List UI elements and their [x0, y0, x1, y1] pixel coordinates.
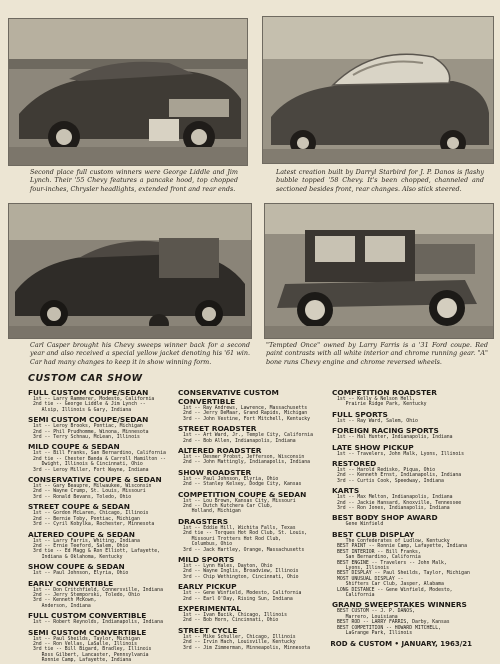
award-category-title: STREET CYCLE: [178, 625, 238, 635]
award-winner-line: BEST DISPLAY -- Paul Sheilds, Taylor, Michigan: [337, 571, 470, 577]
award-category-title: STREET ROADSTER: [178, 424, 257, 434]
award-winner-line: 2nd -- Bob Horn, Cincinnati, Ohio: [183, 618, 279, 624]
award-winner-line: 1st -- Lou Brown, Kansas City, Missouri: [183, 498, 296, 504]
award-category-title: COMPETITION ROADSTER: [332, 388, 437, 397]
award-category-title: STREET COUPE & SEDAN: [28, 502, 130, 512]
award-winner-line: 2nd -- John Mattingly, Indianapolis, Indiana: [183, 460, 311, 466]
award-category-title: BEST CLUB DISPLAY: [332, 529, 415, 539]
award-category-title: EXPERIMENTAL: [178, 603, 242, 613]
award-winner-line: BEST PAINT -- Ronnie Camp, Lafayette, Indiana: [337, 544, 467, 550]
award-winner-line: 1st -- Larry Farris, Whiting, Indiana: [33, 538, 140, 544]
award-category-title: KARTS: [332, 486, 360, 496]
award-winner-line: 1st -- Art Ward, Jr., Temple City, California: [183, 433, 313, 439]
award-winner-line: Anderson, Indiana: [33, 603, 91, 609]
award-winner-line: LaGrange Park, Illinois: [337, 630, 413, 636]
award-winner-line: BEST INTERIOR -- Bill Franks,: [337, 549, 421, 555]
award-category-title: ALTERED COUPE & SEDAN: [28, 529, 135, 539]
award-category-title: GRAND SWEEPSTAKES WINNERS: [332, 600, 467, 610]
award-winner-line: 1st -- Gordon McLaren, Chicago, Illinois: [33, 511, 149, 517]
award-category-title: SHOW COUPE & SEDAN: [28, 562, 125, 572]
award-winner-line: Lyons, Illinois: [337, 565, 389, 571]
award-winner-line: 3rd -- Curtis Cook, Speedway, Indiana: [337, 478, 444, 484]
caption-photo-1: Second place full custom winners were George Liddle and Jim Lynch. Their '55 Chevy features a pancake hood, top chopped four-inches, Chrysler headlights, extended front and rear ends.: [30, 168, 238, 193]
award-winner-line: 2nd -- Ernie Teeford, Salem, Ohio: [33, 543, 129, 549]
award-category-title: RESTORED: [332, 459, 377, 469]
award-winner-line: 2nd -- Jerry DeMaar, Grand Rapids, Michigan: [183, 411, 308, 417]
award-category-title: EARLY PICKUP: [178, 582, 237, 592]
award-category-title: FULL CUSTOM COUPE/SEDAN: [28, 388, 149, 397]
award-category-title: SEMI CUSTOM COUPE/SEDAN: [28, 415, 149, 425]
award-winner-line: Ross Gilbert, Lancaster, Pennsylvania: [33, 652, 149, 658]
award-winner-line: Gene Winfield: [337, 522, 384, 528]
award-winner-line: 3rd -- Ron Jones, Indianapolis, Indiana: [337, 506, 450, 512]
awards-column-1: [28, 386, 178, 664]
award-category-title: EARLY CONVERTIBLE: [28, 578, 114, 588]
award-winner-line: 3rd -- Jack Hartley, Orange, Massachusetts: [183, 547, 305, 553]
award-winner-line: 1st -- Ray Andrews, Lawrence, Massachusetts: [183, 406, 308, 411]
award-winner-line: Holland, Michigan: [183, 509, 241, 515]
award-winner-line: 2nd -- Bob Allen, Indianapolis, Indiana: [183, 438, 296, 444]
award-winner-line: 2nd -- Ron Vellas, LaSalle, Illinois: [33, 641, 137, 647]
award-category-title: MILD SPORTS: [178, 554, 235, 564]
award-winner-line: 1st -- Kelly & Nelson Hell,: [337, 397, 415, 402]
award-winner-line: BEST ENGINE -- Travelers -- John Malk,: [337, 560, 447, 566]
award-winner-line: 2nd -- Bernie Toby, Pontiac, Michigan: [33, 516, 140, 522]
award-category-title: CONSERVATIVE COUPE & SEDAN: [28, 475, 162, 485]
award-winner-line: 1st -- Lynn Hales, Dayton, Ohio: [183, 563, 273, 569]
award-winner-line: 1st -- Eddie Hill, Wichita Falls, Texas: [183, 525, 296, 531]
award-winner-line: BEST ROD -- LARRY FARRIS, Darby, Kansas: [337, 620, 450, 626]
award-category-title: COMPETITION COUPE & SEDAN: [178, 489, 307, 499]
section-title: CUSTOM CAR SHOW: [28, 373, 143, 384]
award-winner-line: 3rd -- Leroy Miller, Fort Wayne, Indiana: [33, 467, 149, 473]
award-winner-line: Shifters Car Club, Jasper, Alabama: [337, 582, 444, 588]
award-winner-line: 1st -- Paul Sheilds, Taylor, Michigan: [33, 636, 140, 642]
award-winner-line: 1st -- Bill Franks, San Bernardino, California: [33, 451, 166, 457]
award-winner-line: 3rd -- Ronald Bevans, Toledo, Ohio: [33, 494, 132, 500]
award-winner-line: 2nd -- Stanley Kelsey, Dodge City, Kansas: [183, 482, 302, 488]
award-winner-line: 2nd -- Jackie Hansard, Knoxville, Tennessee: [337, 500, 462, 506]
award-category-title: CONSERVATIVE CUSTOM CONVERTIBLE: [178, 388, 279, 406]
award-winner-line: LONG DISTANCE -- Gene Winfield, Modesto,: [337, 587, 453, 593]
photo-bubble-top-chevy: [262, 16, 494, 164]
award-winner-line: 1st -- Mike Schuller, Chicago, Illinois: [183, 634, 296, 640]
caption-photo-2: Latest creation built by Darryl Starbird for J. P. Danos is flashy bubble topped '58 Chevy. It's been chopped, channeled and sectioned besides front, rear changes. Also stick steered.: [276, 168, 484, 193]
award-winner-line: 3rd -- Jim Zimmerman, Minneapolis, Minnesota: [183, 645, 311, 651]
award-winner-line: 1st -- Ivan Bucik, Chicago, Illinois: [183, 612, 287, 618]
award-winner-line: California: [337, 592, 375, 598]
award-winner-line: 1st -- Max Melton, Indianapolis, Indiana: [337, 495, 453, 501]
caption-photo-4: "Tempted Once" owned by Larry Farris is a '31 Ford coupe. Red paint contrasts with all white interior and chrome running gear. "A" bone runs Chevy engine and chrome reversed wheels.: [266, 341, 488, 366]
award-winner-line: MOST UNUSUAL DISPLAY --: [337, 576, 404, 582]
award-winner-line: 2nd -- Kenneth Ernst, Indianapolis, Indiana: [337, 473, 462, 479]
page-footer: ROD & CUSTOM • JANUARY, 1963/21: [330, 640, 472, 648]
award-winner-line: Ronnie Camp, Lafayette, Indiana: [33, 658, 132, 664]
award-winner-line: Alsip, Illinois & Gary, Indiana: [33, 407, 132, 413]
award-category-title: MILD COUPE & SEDAN: [28, 442, 120, 452]
award-winner-line: Prairie Ridge Park, Kentucky: [337, 402, 427, 408]
award-category-title: FULL CUSTOM CONVERTIBLE: [28, 611, 147, 621]
award-category-title: FOREIGN RACING SPORTS: [332, 426, 439, 436]
award-winner-line: Dwight, Illinois & Cincinnati, Ohio: [33, 462, 143, 468]
award-winner-line: 1st -- Don Critchfield, Connersville, Indiana: [33, 587, 163, 593]
award-winner-line: 1st -- Gene Winfield, Modesto, California: [183, 591, 302, 597]
award-winner-line: 1st -- Robert Reynolds, Indianapolis, Indiana: [33, 620, 163, 626]
award-winner-line: 3rd tie -- Bill Bigard, Bradley, Illinois: [33, 647, 152, 653]
award-category-title: DRAGSTERS: [178, 516, 229, 526]
award-winner-line: 3rd -- Chip Wethington, Cincinnati, Ohio: [183, 574, 299, 580]
award-winner-line: Columbus, Ohio: [183, 542, 233, 548]
award-winner-line: 1st -- Gary Beaupre, Milwaukee, Wisconsin: [33, 484, 152, 490]
caption-photo-3: Carl Casper brought his Chevy sweeps winner back for a second year and also received a special yellow jacket denoting his '61 win. Car had many changes to keep it in show winning form.: [30, 341, 250, 366]
award-winner-line: 3rd -- John Vestine, Fort Mitchell, Kentucky: [183, 416, 311, 422]
award-winner-line: 2nd -- Irvin Hach, Louisville, Kentucky: [183, 640, 296, 646]
award-winner-line: Missouri Trotters Hot Rod Club,: [183, 536, 282, 542]
award-winner-line: BEST COMPETITION -- HOWARD MITCHELL,: [337, 625, 441, 631]
award-winner-line: 2nd -- Wayne Inglis, Broadview, Illinois: [183, 569, 299, 575]
award-winner-line: 2nd -- Wayne Crump, St. Louis, Missouri: [33, 489, 146, 495]
photo-casper-chevy: [8, 203, 252, 339]
award-winner-line: 2nd -- Phil Prudhomme, Winona, Minnesota: [33, 429, 149, 435]
award-winner-line: Marrero, Louisiana: [337, 614, 398, 620]
award-category-title: BEST BODY SHOP AWARD: [332, 513, 438, 523]
award-winner-line: The Confederates of Ludlow, Kentucky: [337, 538, 450, 544]
award-winner-line: 2nd tie -- George Liddle & Jim Lynch --: [33, 402, 146, 408]
award-winner-line: 1st -- Leroy Brooks, Pontiac, Michigan: [33, 424, 143, 430]
award-winner-line: BEST CUSTOM -- J. P. DANOS,: [337, 609, 415, 615]
award-winner-line: 1st -- Larry Rammerer, Modesto, California: [33, 397, 155, 402]
award-winner-line: 1st -- Paul Johnson, Elyria, Ohio: [183, 476, 279, 482]
award-winner-line: 3rd -- Kenneth McKown,: [33, 598, 97, 604]
award-winner-line: 1st -- Harold Redisko, Piqua, Ohio: [337, 468, 436, 474]
award-winner-line: 1st -- Paul Johnson, Elyria, Ohio: [33, 571, 129, 577]
award-winner-line: 3rd -- Cyril Kobylka, Rochester, Minnesota: [33, 522, 155, 528]
award-category-title: FULL SPORTS: [332, 409, 388, 419]
award-winner-line: 1st -- Ray Ward, Salem, Ohio: [337, 418, 418, 424]
award-winner-line: 2nd tie -- Chester Banda & Carroll Hamilton --: [33, 456, 166, 462]
award-winner-line: 3rd -- Terry Schnau, McLean, Illinois: [33, 435, 140, 441]
award-winner-line: 2nd -- Dutch Kutchera Car Club,: [183, 504, 273, 510]
award-category-title: LATE SHOW PICKUP: [332, 442, 414, 452]
photo-tempted-once-ford: [264, 203, 494, 339]
award-winner-line: 2nd -- Jerry Stemporski, Toledo, Ohio: [33, 592, 140, 598]
award-winner-line: San Bernardino, California: [337, 555, 421, 561]
award-winner-line: 1st -- Hal Hunter, Indianapolis, Indiana: [337, 435, 453, 441]
photo-chevy-55-custom: [8, 18, 248, 166]
award-winner-line: 1st -- Travelers, John Malk, Lyons, Illinois: [337, 451, 465, 457]
award-winner-line: 3rd tie -- Ed Magg & Ron Elliott, Lafayette,: [33, 549, 161, 555]
awards-column-3: [332, 386, 492, 636]
award-winner-line: Indiana & Oklahoma, Kentucky: [33, 554, 123, 560]
awards-column-2: [178, 386, 330, 651]
award-winner-line: 2nd -- Earl O'Day, Rising Sun, Indiana: [183, 596, 293, 602]
award-winner-line: 1st -- Desmer Probst, Jefferson, Wisconsin: [183, 455, 305, 461]
award-category-title: ALTERED ROADSTER: [178, 446, 262, 456]
award-winner-line: 2nd tie -- Torques Hot Rod Club, St. Louis,: [183, 531, 308, 537]
award-category-title: SEMI CUSTOM CONVERTIBLE: [28, 627, 147, 637]
award-category-title: SHOW ROADSTER: [178, 467, 252, 477]
